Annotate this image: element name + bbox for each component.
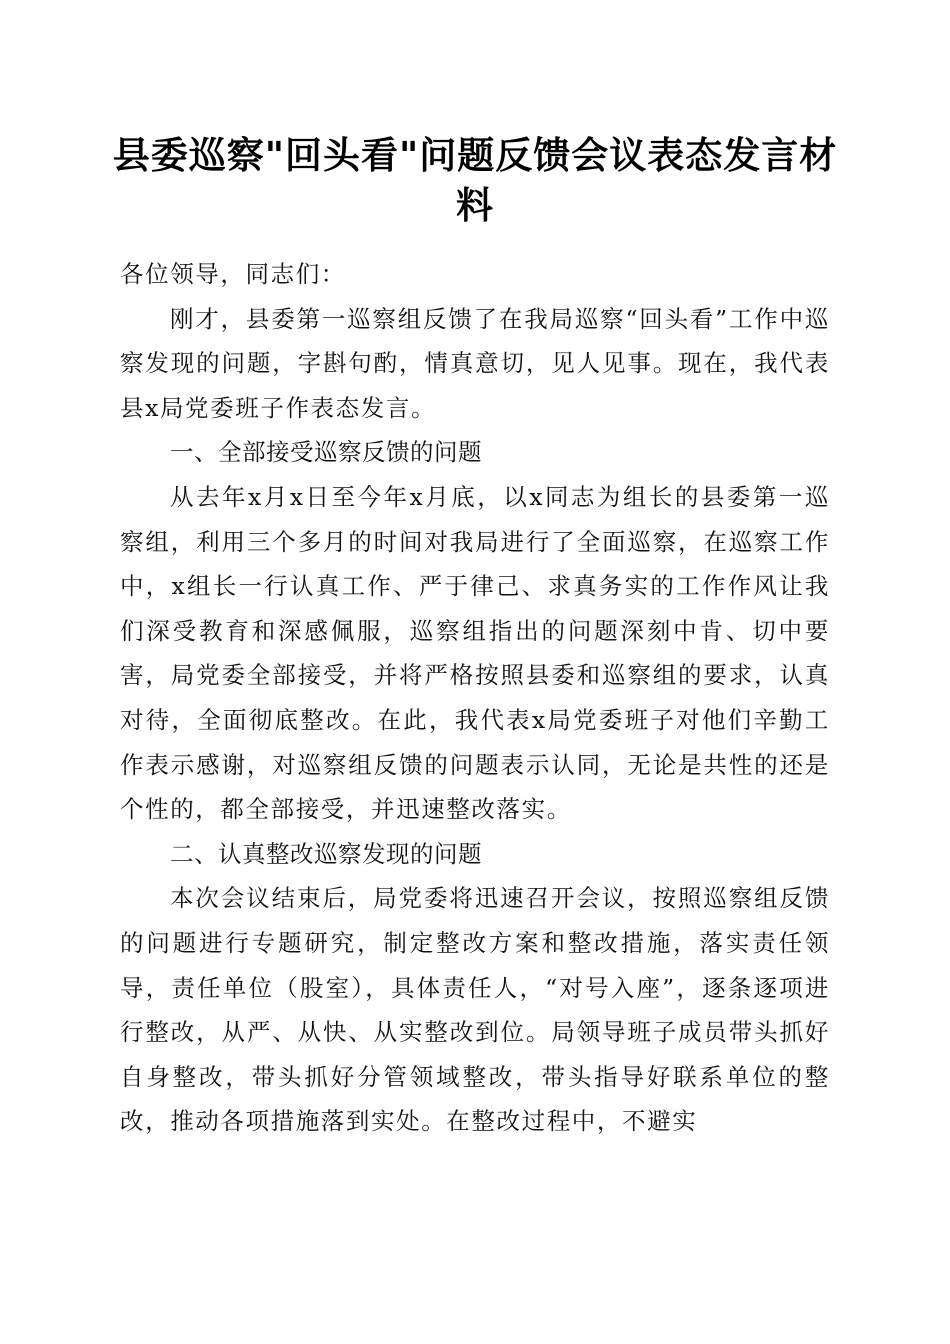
salutation: 各位领导，同志们： (120, 260, 346, 288)
section-heading-2: 二、认真整改巡察发现的问题 (170, 839, 482, 868)
document-title: 县委巡察"回头看"问题反馈会议表态发言材料 (112, 133, 838, 227)
section-paragraph-2: 本次会议结束后，局党委将迅速召开会议，按照巡察组反馈的问题进行专题研究，制定整改方案和整改措施，落实责任领导，责任单位（股室），具体责任人，“对号入座”，逐条逐项进行整改，从严、从快、从实整改到位。局领导班子成员带头抓好自身整改，带头抓好分管领域整改，带头指导好联系单位的整改，推动各项措施落到实处。在整改过程中，不避实 (120, 884, 830, 1136)
document-body (120, 252, 830, 1144)
section-paragraph-1: 从去年x月x日至今年x月底，以x同志为组长的县委第一巡察组，利用三个多月的时间对我局进行了全面巡察，在巡察工作中，x组长一行认真工作、严于律己、求真务实的工作作风让我们深受教育和深感佩服，巡察组指出的问题深刻中肯、切中要害，局党委全部接受，并将严格按照县委和巡察组的要求，认真对待，全面彻底整改。在此，我代表x局党委班子对他们辛勤工作表示感谢，对巡察组反馈的问题表示认同，无论是共性的还是个性的，都全部接受，并迅速整改落实。 (120, 482, 830, 824)
section-heading-1: 一、全部接受巡察反馈的问题 (170, 438, 482, 467)
intro-paragraph: 刚才，县委第一巡察组反馈了在我局巡察“回头看”工作中巡察发现的问题，字斟句酌，情真意切，见人见事。现在，我代表县x局党委班子作表态发言。 (120, 304, 830, 422)
